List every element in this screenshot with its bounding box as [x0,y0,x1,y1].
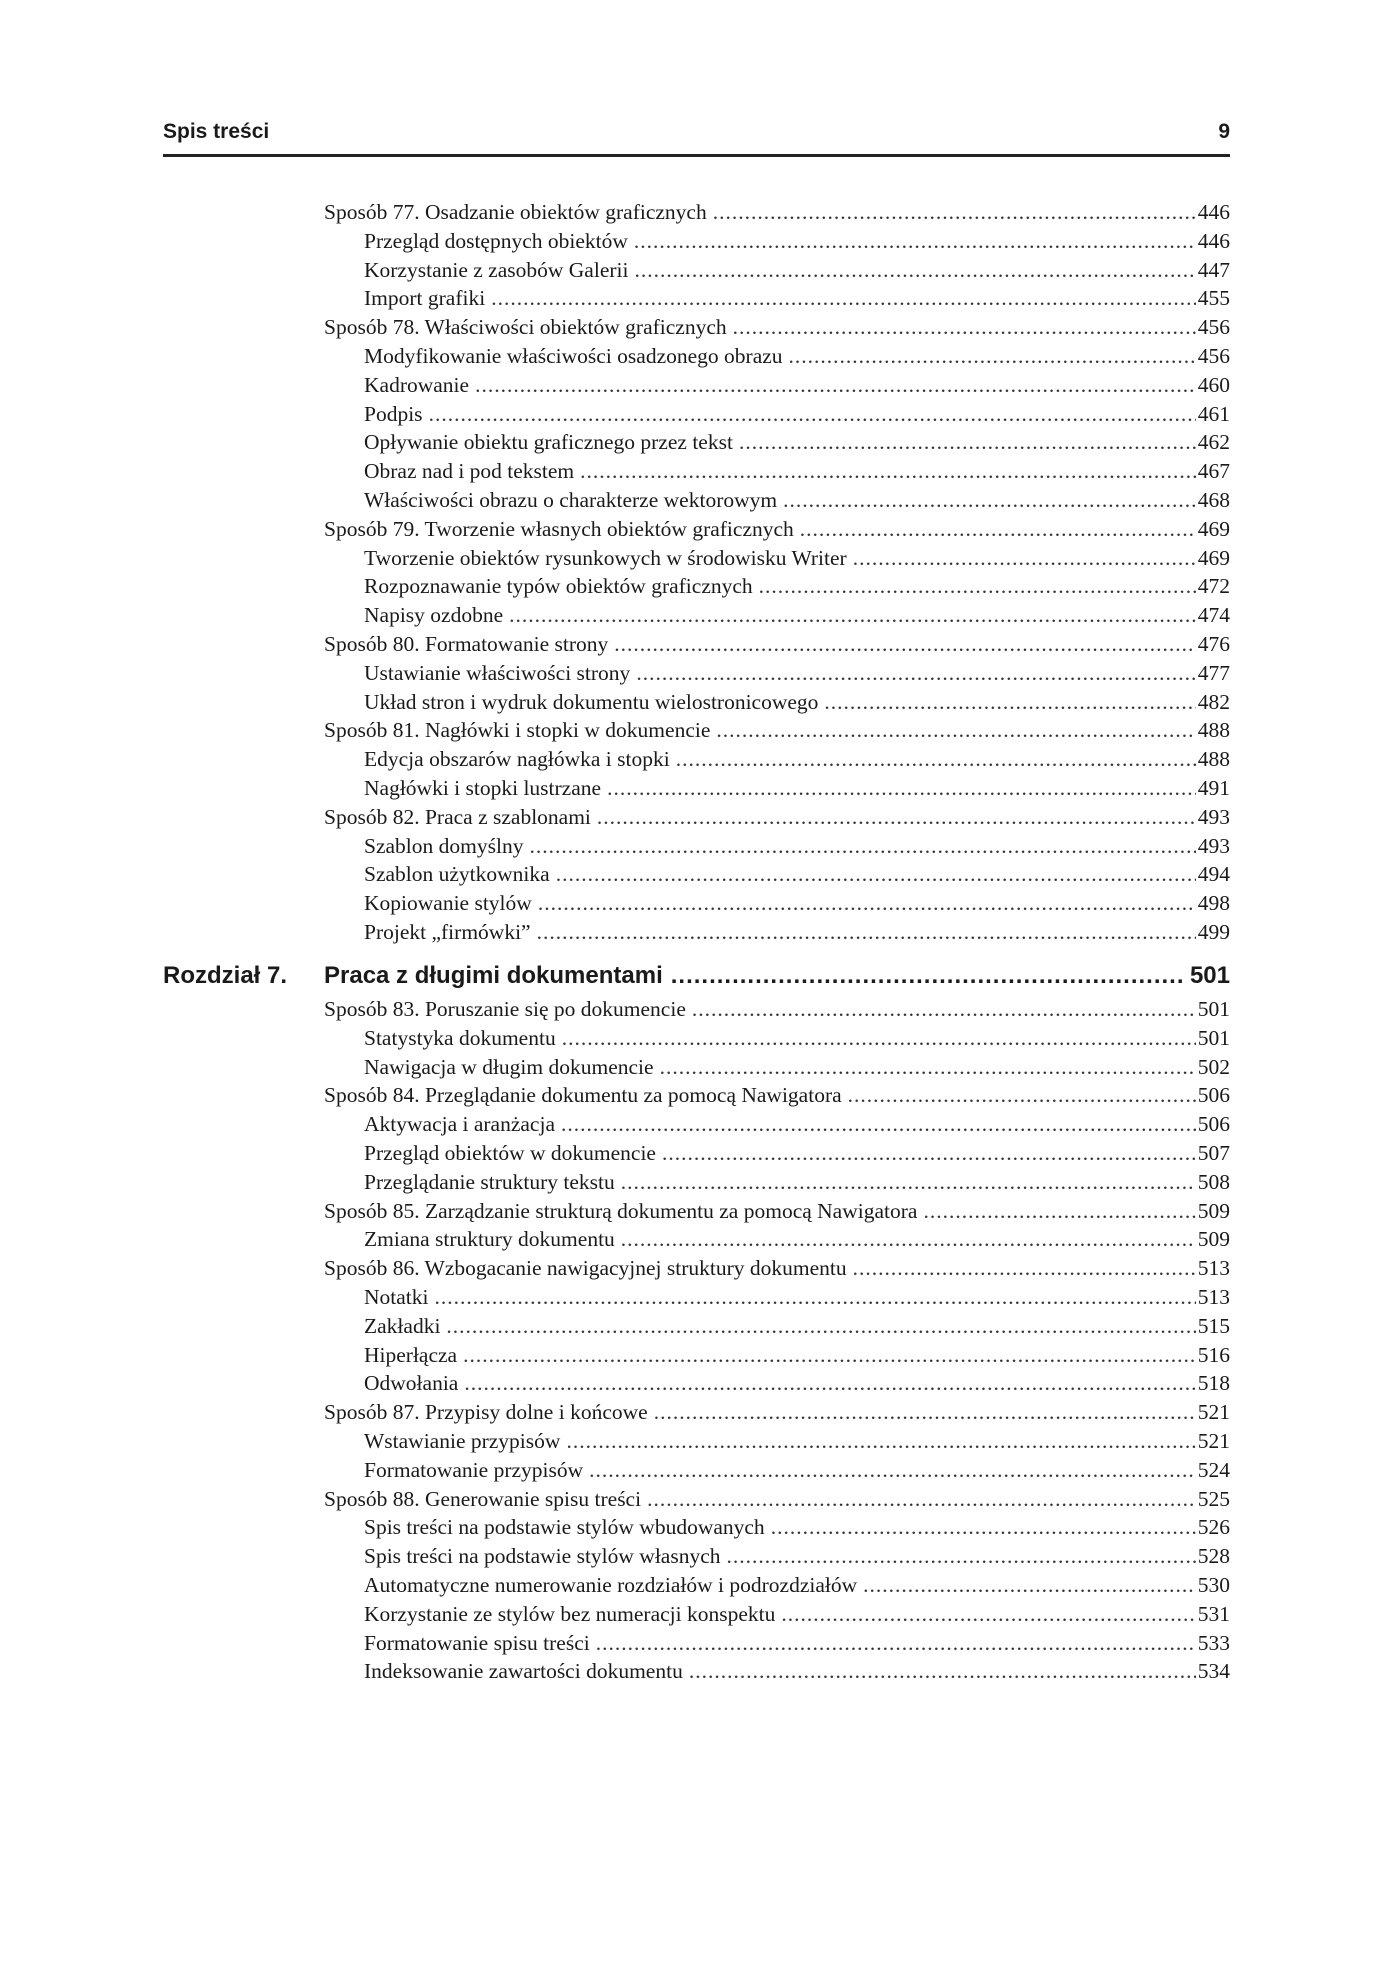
toc-subsection-entry[interactable] [364,1110,1230,1138]
dot-leader [446,1312,1195,1340]
entry-title: Automatyczne numerowanie rozdziałów i podrozdziałów [364,1573,858,1597]
dot-leader [596,1629,1196,1657]
toc-subsection-entry[interactable] [364,889,1230,917]
dot-leader [800,515,1196,543]
entry-title: Sposób 83. Poruszanie się po dokumencie [324,997,686,1021]
entry-page-number: 534 [1197,1659,1230,1684]
entry-title: Spis treści na podstawie stylów własnych [364,1544,721,1569]
dot-leader [429,400,1196,428]
toc-subsection-entry[interactable] [364,1456,1230,1484]
entry-page-number: 515 [1197,1313,1230,1338]
entry-page-number: 513 [1197,1256,1230,1281]
dot-leader [848,1081,1196,1109]
entry-title: Opływanie obiektu graficznego przez tekst [364,430,733,455]
toc-section-entry[interactable] [324,630,1230,658]
entry-page-number: 508 [1197,1169,1230,1194]
entry-page-number: 460 [1197,372,1230,397]
toc-section-entry[interactable] [324,313,1230,341]
entry-page-number: 456 [1197,344,1230,368]
entry-title: Sposób 77. Osadzanie obiektów graficznych [324,200,707,224]
toc-subsection-entry[interactable] [364,1341,1230,1369]
toc-section-entry[interactable] [324,1254,1230,1282]
dot-leader [923,1197,1195,1225]
entry-page-number: 506 [1197,1083,1230,1108]
entry-title: Kopiowanie stylów [364,891,532,916]
toc-section-entry[interactable] [324,515,1230,543]
entry-title: Wstawianie przypisów [364,1429,561,1453]
entry-title: Hiperłącza [364,1342,458,1367]
toc-subsection-entry[interactable] [364,774,1230,802]
entry-title: Sposób 88. Generowanie spisu treści [324,1486,642,1511]
entry-title: Zmiana struktury dokumentu [364,1227,615,1252]
entry-title: Sposób 82. Praca z szablonami [324,804,591,829]
toc-subsection-entry[interactable] [364,544,1230,572]
dot-leader [739,428,1196,456]
toc-subsection-entry[interactable] [364,1053,1230,1081]
toc-subsection-entry[interactable] [364,371,1230,399]
toc-subsection-entry[interactable] [364,688,1230,716]
dot-leader [566,1427,1195,1455]
entry-page-number: 524 [1197,1457,1230,1482]
page-number: 9 [1218,120,1230,143]
entry-title: Formatowanie spisu treści [364,1630,590,1655]
dot-leader [692,995,1196,1023]
toc-subsection-entry[interactable] [364,918,1230,946]
entry-title: Import grafiki [364,286,486,311]
entry-page-number: 501 [1197,1025,1230,1050]
entry-page-number: 469 [1197,516,1230,541]
dot-leader [561,1110,1196,1138]
entry-page-number: 468 [1197,488,1230,512]
entry-title: Sposób 86. Wzbogacanie nawigacyjnej struktury dokumentu [324,1256,847,1281]
entry-title: Przegląd obiektów w dokumencie [364,1141,656,1165]
dot-leader [537,918,1196,946]
dot-leader [771,1513,1196,1541]
toc-subsection-entry[interactable] [364,1024,1230,1052]
toc-subsection-entry[interactable] [364,860,1230,888]
dot-leader [781,1600,1195,1628]
dot-leader [647,1485,1196,1513]
entry-page-number: 462 [1197,430,1230,455]
entry-title: Korzystanie z zasobów Galerii [364,257,629,282]
chapter-heading[interactable] [163,961,1230,991]
dot-leader [660,1053,1196,1081]
entry-title: Spis treści na podstawie stylów wbudowanych [364,1515,765,1540]
entry-title: Obraz nad i pod tekstem [364,459,575,484]
entry-title: Podpis [364,401,423,426]
dot-leader [853,544,1196,572]
entry-title: Formatowanie przypisów [364,1457,584,1482]
toc-subsection-entry[interactable] [364,745,1230,773]
entry-page-number: 526 [1197,1515,1230,1540]
entry-page-number: 502 [1197,1054,1230,1079]
dot-leader [824,688,1195,716]
entry-page-number: 477 [1197,660,1230,685]
toc-section-entry[interactable] [324,803,1230,831]
entry-page-number: 521 [1197,1429,1230,1453]
chapter-page: 501 [1189,962,1230,989]
dot-leader [727,1542,1196,1570]
dot-leader [671,961,1186,991]
entry-page-number: 472 [1197,574,1230,599]
entry-title: Sposób 85. Zarządzanie strukturą dokumentu za pomocą Nawigatora [324,1198,918,1223]
toc-section-entry[interactable] [324,716,1230,744]
toc-subsection-entry[interactable] [364,428,1230,456]
entry-title: Edycja obszarów nagłówka i stopki [364,747,670,772]
entry-title: Sposób 84. Przeglądanie dokumentu za pomocą Nawigatora [324,1083,842,1108]
dot-leader [662,1139,1196,1167]
toc-subsection-entry[interactable] [364,284,1230,312]
entry-page-number: 518 [1197,1371,1230,1396]
toc-subsection-entry[interactable] [364,1542,1230,1570]
entry-page-number: 493 [1197,833,1230,858]
chapter-title: Praca z długimi dokumentami [324,962,663,989]
entry-title: Tworzenie obiektów rysunkowych w środowisku Writer [364,545,847,570]
entry-page-number: 506 [1197,1112,1230,1137]
entry-page-number: 530 [1197,1573,1230,1597]
entry-title: Szablon użytkownika [364,862,550,887]
dot-leader [529,832,1195,860]
entry-page-number: 469 [1197,545,1230,570]
entry-page-number: 507 [1197,1141,1230,1165]
dot-leader [580,457,1196,485]
dot-leader [636,659,1195,687]
toc-section-entry[interactable] [324,1081,1230,1109]
entry-page-number: 491 [1197,776,1230,800]
dot-leader [621,1225,1196,1253]
toc-section-entry[interactable] [324,1398,1230,1426]
dot-leader [759,572,1196,600]
entry-page-number: 531 [1197,1601,1230,1626]
dot-leader [491,284,1196,312]
dot-leader [538,889,1196,917]
toc-subsection-entry[interactable] [364,457,1230,485]
dot-leader [716,716,1195,744]
toc-subsection-entry[interactable] [364,659,1230,687]
dot-leader [783,486,1196,514]
toc-subsection-entry[interactable] [364,1571,1230,1599]
toc-section-entry[interactable] [324,995,1230,1023]
dot-leader [475,371,1196,399]
entry-title: Sposób 81. Nagłówki i stopki w dokumencie [324,718,711,743]
toc-subsection-entry[interactable] [364,256,1230,284]
entry-page-number: 528 [1197,1544,1230,1569]
entry-page-number: 456 [1197,315,1230,340]
toc-subsection-entry[interactable] [364,1139,1230,1167]
entry-title: Korzystanie ze stylów bez numeracji konspektu [364,1601,776,1626]
entry-page-number: 516 [1197,1342,1230,1367]
entry-title: Statystyka dokumentu [364,1025,556,1050]
entry-page-number: 455 [1197,286,1230,311]
entry-page-number: 474 [1197,603,1230,628]
toc-subsection-entry[interactable] [364,1283,1230,1311]
toc-subsection-entry[interactable] [364,1629,1230,1657]
toc-subsection-entry[interactable] [364,1513,1230,1541]
dot-leader [676,745,1196,773]
entry-title: Przegląd dostępnych obiektów [364,228,628,253]
entry-page-number: 446 [1197,228,1230,253]
entry-title: Indeksowanie zawartości dokumentu [364,1659,683,1684]
entry-page-number: 509 [1197,1198,1230,1223]
dot-leader [435,1283,1196,1311]
toc-subsection-entry[interactable] [364,1657,1230,1685]
dot-leader [463,1341,1196,1369]
dot-leader [589,1456,1196,1484]
entry-title: Nagłówki i stopki lustrzane [364,776,602,800]
entry-title: Projekt „firmówki” [364,920,531,944]
entry-title: Modyfikowanie właściwości osadzonego obrazu [364,344,783,368]
entry-title: Sposób 87. Przypisy dolne i końcowe [324,1400,648,1425]
toc-section-entry[interactable] [324,1197,1230,1225]
dot-leader [634,227,1196,255]
toc-section-entry[interactable] [324,1485,1230,1513]
entry-title: Układ stron i wydruk dokumentu wielostronicowego [364,689,819,714]
entry-title: Zakładki [364,1313,441,1338]
entry-title: Sposób 79. Tworzenie własnych obiektów graficznych [324,516,794,541]
chapter-label: Rozdział 7. [163,962,288,989]
toc-subsection-entry[interactable] [364,486,1230,514]
entry-page-number: 498 [1197,891,1230,916]
entry-page-number: 447 [1197,257,1230,282]
entry-title: Notatki [364,1285,429,1309]
dot-leader [863,1571,1196,1599]
toc-subsection-entry[interactable] [364,227,1230,255]
toc-subsection-entry[interactable] [364,601,1230,629]
dot-leader [733,313,1196,341]
dot-leader [509,601,1196,629]
toc-subsection-entry[interactable] [364,572,1230,600]
toc-subsection-entry[interactable] [364,1369,1230,1397]
dot-leader [464,1369,1195,1397]
dot-leader [614,630,1195,658]
dot-leader [607,774,1196,802]
entry-title: Szablon domyślny [364,833,524,858]
entry-page-number: 509 [1197,1227,1230,1252]
dot-leader [562,1024,1196,1052]
entry-title: Napisy ozdobne [364,603,504,628]
toc-subsection-entry[interactable] [364,400,1230,428]
entry-page-number: 488 [1197,718,1230,743]
entry-page-number: 494 [1197,862,1230,887]
dot-leader [789,342,1196,370]
toc-subsection-entry[interactable] [364,1427,1230,1455]
entry-title: Kadrowanie [364,372,470,397]
dot-leader [634,256,1195,284]
entry-page-number: 521 [1197,1400,1230,1425]
entry-page-number: 488 [1197,747,1230,772]
entry-page-number: 501 [1197,997,1230,1021]
toc-subsection-entry[interactable] [364,1168,1230,1196]
entry-page-number: 482 [1197,689,1230,714]
entry-page-number: 493 [1197,804,1230,829]
entry-page-number: 467 [1197,459,1230,484]
dot-leader [597,803,1196,831]
dot-leader [713,198,1196,226]
dot-leader [654,1398,1196,1426]
entry-page-number: 476 [1197,632,1230,656]
dot-leader [556,860,1196,888]
entry-page-number: 533 [1197,1630,1230,1655]
dot-leader [621,1168,1196,1196]
entry-page-number: 461 [1197,401,1230,426]
running-title: Spis treści [163,120,270,143]
entry-title: Nawigacja w długim dokumencie [364,1054,654,1079]
entry-page-number: 499 [1197,920,1230,944]
entry-title: Rozpoznawanie typów obiektów graficznych [364,574,753,599]
entry-title: Aktywacja i aranżacja [364,1112,555,1137]
toc-subsection-entry[interactable] [364,832,1230,860]
dot-leader [689,1657,1196,1685]
entry-title: Sposób 80. Formatowanie strony [324,632,609,656]
dot-leader [853,1254,1196,1282]
toc-section-entry[interactable] [324,198,1230,226]
entry-title: Ustawianie właściwości strony [364,660,631,685]
page-header [163,118,1230,157]
entry-page-number: 446 [1197,200,1230,224]
toc-subsection-entry[interactable] [364,342,1230,370]
toc-subsection-entry[interactable] [364,1312,1230,1340]
entry-page-number: 513 [1197,1285,1230,1309]
entry-title: Sposób 78. Właściwości obiektów graficznych [324,315,727,340]
toc-subsection-entry[interactable] [364,1225,1230,1253]
entry-title: Odwołania [364,1371,459,1396]
toc-subsection-entry[interactable] [364,1600,1230,1628]
entry-title: Przeglądanie struktury tekstu [364,1169,615,1194]
entry-page-number: 525 [1197,1486,1230,1511]
entry-title: Właściwości obrazu o charakterze wektorowym [364,488,778,512]
